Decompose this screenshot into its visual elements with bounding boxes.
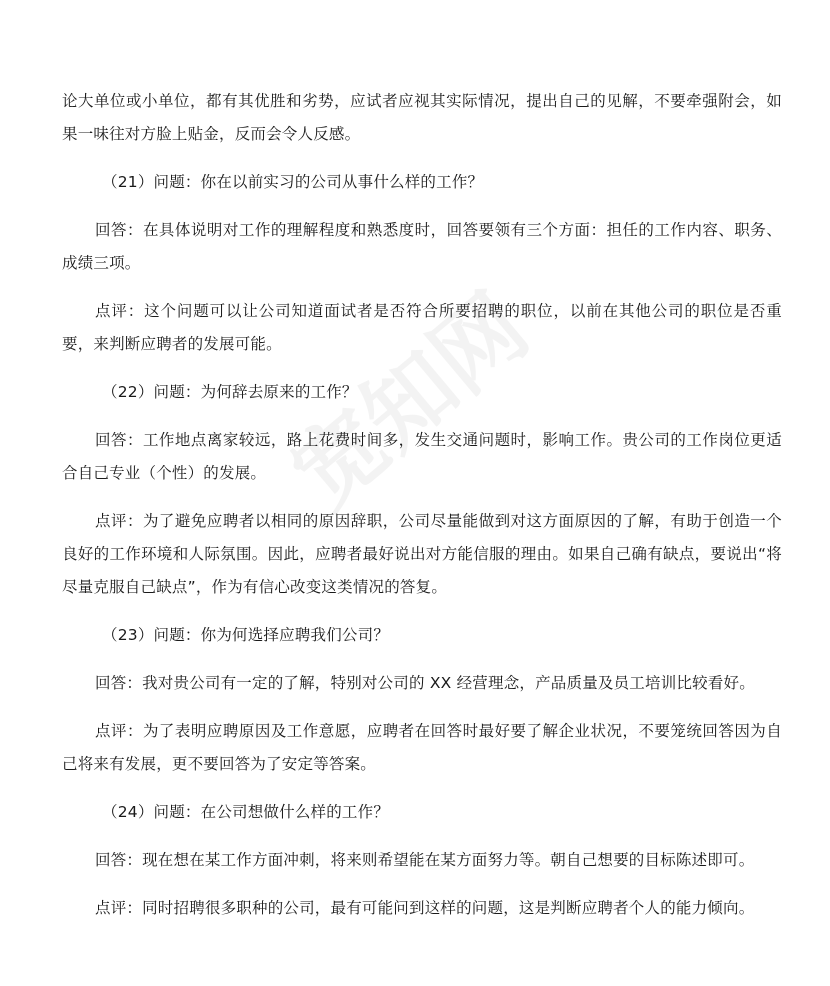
answer-21: 回答：在具体说明对工作的理解程度和熟悉度时，回答要领有三个方面：担任的工作内容、职务、成绩三项。 — [62, 221, 782, 272]
comment-21: 点评：这个问题可以让公司知道面试者是否符合所要招聘的职位，以前在其他公司的职位是否重要，来判断应聘者的发展可能。 — [62, 302, 782, 353]
answer-23: 回答：我对贵公司有一定的了解，特别对公司的 XX 经营理念，产品质量及员工培训比较看好。 — [95, 674, 755, 692]
question-23: （23）问题：你为何选择应聘我们公司？ — [102, 626, 390, 644]
question-22: （22）问题：为何辞去原来的工作？ — [102, 383, 358, 401]
question-24: （24）问题：在公司想做什么样的工作？ — [102, 803, 390, 821]
comment-24: 点评：同时招聘很多职种的公司，最有可能问到这样的问题，这是判断应聘者个人的能力倾向。 — [95, 899, 755, 917]
question-21: （21）问题：你在以前实习的公司从事什么样的工作？ — [102, 173, 484, 191]
answer-24: 回答：现在想在某工作方面冲刺，将来则希望能在某方面努力等。朝自己想要的目标陈述即可。 — [95, 851, 755, 869]
document-body — [62, 85, 782, 940]
paragraph-continuation: 论大单位或小单位，都有其优胜和劣势，应试者应视其实际情况，提出自己的见解，不要牵强附会，如果一味往对方脸上贴金，反而会令人反感。 — [62, 92, 782, 143]
comment-23: 点评：为了表明应聘原因及工作意愿，应聘者在回答时最好要了解企业状况，不要笼统回答因为自己将来有发展，更不要回答为了安定等答案。 — [62, 722, 782, 773]
comment-22: 点评：为了避免应聘者以相同的原因辞职，公司尽量能做到对这方面原因的了解，有助于创造一个良好的工作环境和人际氛围。因此，应聘者最好说出对方能信服的理由。如果自己确有缺点，要说出“将尽量克服自己缺点”，作为有信心改变这类情况的答复。 — [62, 512, 782, 596]
answer-22: 回答：工作地点离家较远，路上花费时间多，发生交通问题时，影响工作。贵公司的工作岗位更适合自己专业（个性）的发展。 — [62, 431, 782, 482]
